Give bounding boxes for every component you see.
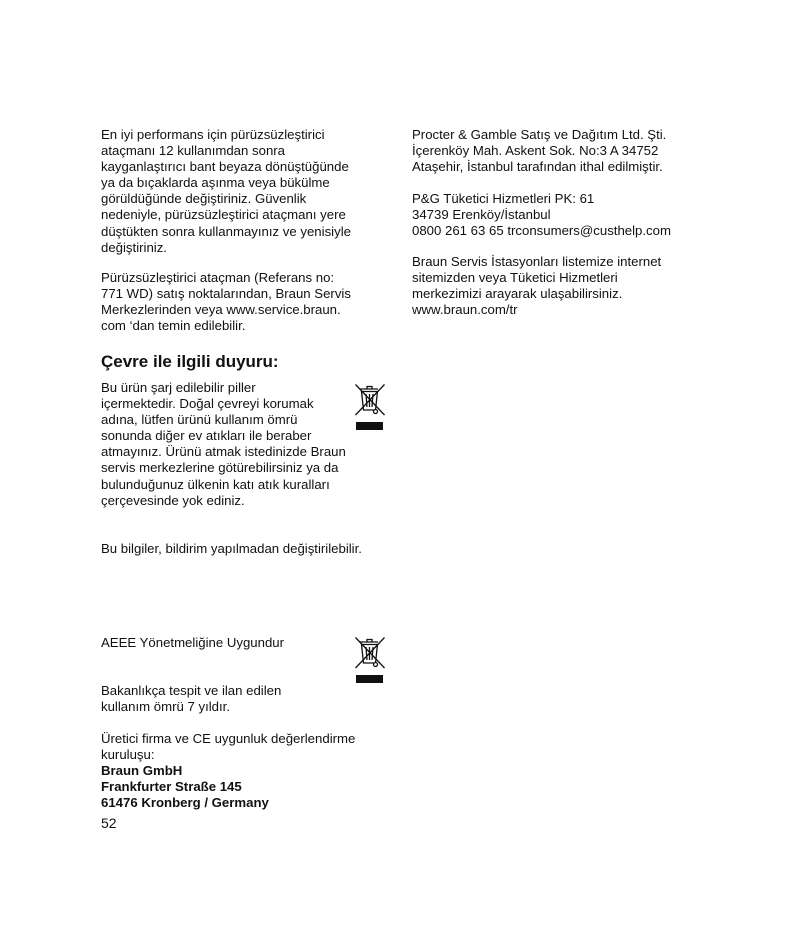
text-line: com ‘dan temin edilebilir. (101, 318, 246, 334)
manufacturer-city: 61476 Kronberg / Germany (101, 795, 269, 811)
text-line: 34739 Erenköy/İstanbul (412, 207, 551, 223)
text-line: Ataşehir, İstanbul tarafından ithal edilmiştir. (412, 159, 663, 175)
text-line: Bu ürün şarj edilebilir piller (101, 380, 256, 395)
consumer-services-block (412, 191, 712, 239)
text-line: görüldüğünde değiştiriniz. Güvenlik (101, 191, 307, 207)
text-line: sonunda diğer ev atıkları ile beraber (101, 428, 312, 444)
text-line: nedeniyle, pürüzsüzleştirici ataçmanı yere (101, 207, 346, 223)
text-line: merkezimizi arayarak ulaşabilirsiniz. (412, 286, 623, 302)
accessory-paragraph (101, 270, 393, 334)
maintenance-paragraph (101, 127, 393, 256)
text-line: Üretici firma ve CE uygunluk değerlendirme (101, 731, 356, 746)
text-line: servis merkezlerine götürebilirsiniz ya da (101, 460, 339, 476)
text-line: düştükten sonra kullanmayınız ve yenisiyle (101, 223, 351, 239)
text-line: 771 WD) satış noktalarından, Braun Servis (101, 286, 351, 302)
manufacturer-name: Braun GmbH (101, 763, 183, 779)
text-line: Braun Servis İstasyonları listemize internet (412, 254, 662, 269)
weee-crossed-bin-icon (353, 382, 387, 432)
text-line: Bu bilgiler, bildirim yapılmadan değiştirilebilir. (101, 541, 362, 556)
environment-heading: Çevre ile ilgili duyuru: (101, 352, 279, 371)
text-line: kuruluşu: (101, 747, 155, 763)
aeee-compliance (101, 635, 393, 651)
page-number: 52 (101, 815, 117, 831)
text-line: Pürüzsüzleştirici ataçman (Referans no: (101, 270, 335, 285)
website-link: www.braun.com/tr (412, 302, 518, 318)
text-line: ya da bıçaklarda aşınma veya bükülme (101, 175, 330, 191)
text-line: ataçmanı 12 kullanımdan sonra (101, 143, 286, 159)
text-line: kullanım ömrü 7 yıldır. (101, 699, 230, 715)
text-line: adına, lütfen ürünü kullanım ömrü (101, 412, 298, 428)
change-notice (101, 541, 401, 557)
manufacturer-street: Frankfurter Straße 145 (101, 779, 242, 795)
manufacturer-block (101, 731, 393, 811)
text-line: içermektedir. Doğal çevreyi korumak (101, 396, 314, 412)
text-line: Bakanlıkça tespit ve ilan edilen (101, 683, 282, 698)
text-line: P&G Tüketici Hizmetleri PK: 61 (412, 191, 595, 206)
text-line: atmayınız. Ürünü atmak istedinizde Braun (101, 444, 346, 460)
text-line: sitemizden veya Tüketici Hizmetleri (412, 270, 618, 286)
text-line: İçerenköy Mah. Askent Sok. No:3 A 34752 (412, 143, 659, 159)
lifetime-paragraph (101, 683, 393, 715)
text-line: 0800 261 63 65 trconsumers@custhelp.com (412, 223, 671, 239)
text-line: kayganlaştırıcı bant beyaza dönüştüğünde (101, 159, 349, 175)
environment-paragraph (101, 380, 371, 509)
text-line: çerçevesinde yok ediniz. (101, 492, 245, 508)
text-line: bulunduğunuz ülkenin katı atık kuralları (101, 476, 330, 492)
text-line: Procter & Gamble Satış ve Dağıtım Ltd. Şti. (412, 127, 667, 142)
text-line: değiştiriniz. (101, 239, 167, 255)
importer-block (412, 127, 712, 175)
text-line: Merkezlerinden veya www.service.braun. (101, 302, 341, 318)
weee-crossed-bin-icon (353, 635, 387, 685)
text-line: AEEE Yönetmeliğine Uygundur (101, 635, 285, 650)
service-info-block (412, 254, 712, 318)
text-line: En iyi performans için pürüzsüzleştirici (101, 127, 325, 142)
